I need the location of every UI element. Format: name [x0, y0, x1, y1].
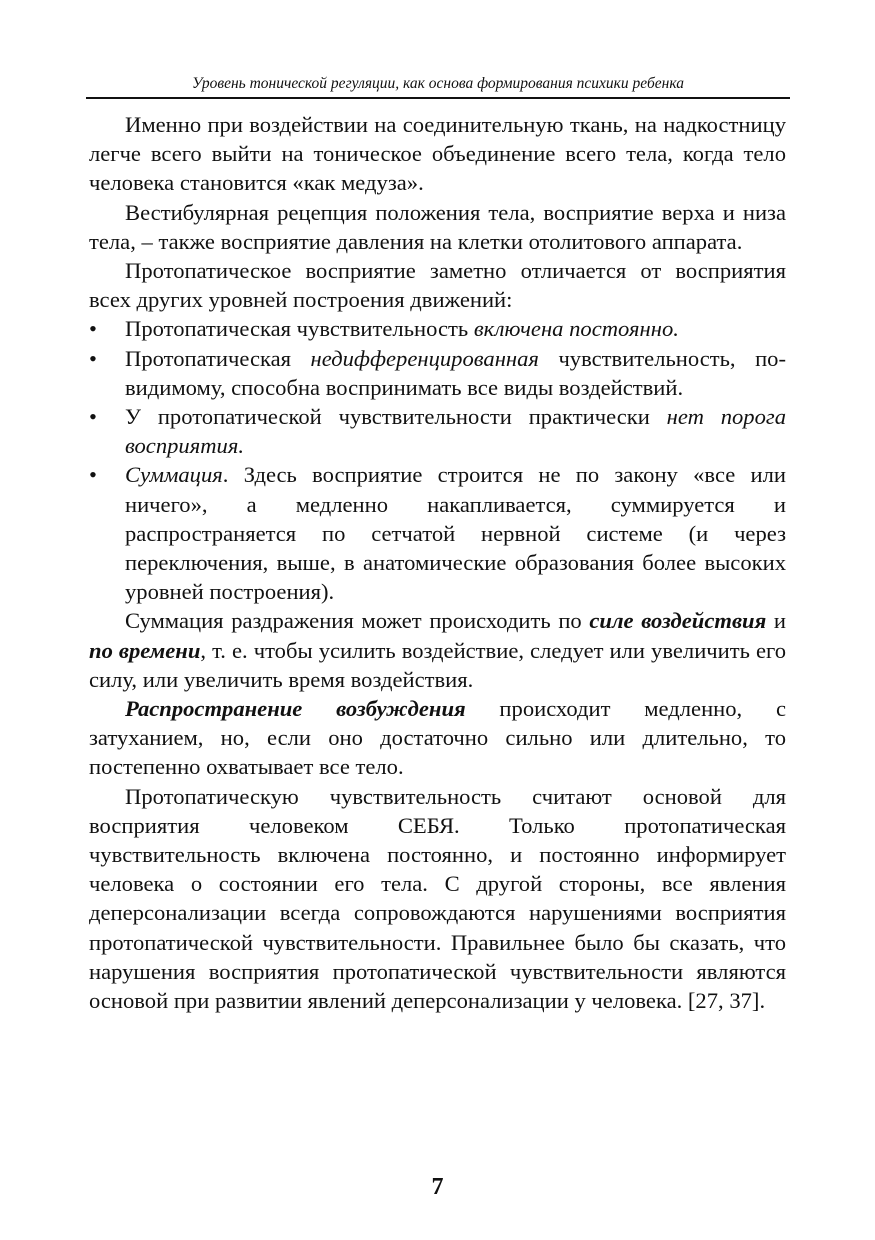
bullet-icon: • — [89, 345, 97, 371]
list-item: • Протопатическая чувствительность включена постоянно. — [89, 314, 786, 343]
bullet-list — [89, 314, 786, 606]
bullet-icon: • — [89, 462, 97, 488]
paragraph-1: Именно при воздействии на соединительную ткань, на надкостницу легче всего выйти на тоническое объединение всего тела, когда тело человека становится «как медуза». — [89, 112, 786, 196]
page-body — [89, 110, 786, 1015]
emphasis: включена постоянно. — [473, 316, 679, 342]
bold-emphasis: по времени — [89, 637, 201, 663]
paragraph-5: Распространение возбуждения происходит медленно, с затуханием, но, если оно достаточно сильно или длительно, то постепенно охватывает все тело. — [89, 696, 786, 780]
bullet-icon: • — [89, 316, 97, 342]
running-header: Уровень тонической регуляции, как основа формирования психики ребенка — [192, 75, 684, 92]
paragraph-2: Вестибулярная рецепция положения тела, восприятие верха и низа тела, – также восприятие давления на клетки отолитового аппарата. — [89, 199, 786, 254]
bold-emphasis: силе воздействия — [589, 608, 767, 634]
paragraph-6: Протопатическую чувствительность считают основой для восприятия человеком СЕБЯ. Только протопатическая чувствительность включена постоянно, и постоянно информирует человека о состоянии его тела. С другой стороны, все явления деперсонализации всегда сопровождаются нарушениями восприятия протопатической чувствительности. Правильнее было бы сказать, что нарушения восприятия протопатической чувствительности являются основой при развитии явлений деперсонализации у человека. [27, 37]. — [89, 783, 786, 1014]
emphasis: недифференцированная — [310, 345, 539, 371]
emphasis: нет порога восприятия. — [125, 404, 786, 459]
header-rule — [86, 97, 790, 99]
emphasis: Суммация — [125, 462, 223, 488]
list-item: • У протопатической чувствительности практически нет порога восприятия. — [89, 404, 786, 459]
bold-emphasis: Распространение возбуждения — [125, 696, 466, 722]
bullet-icon: • — [89, 404, 97, 430]
list-item: • Суммация. Здесь восприятие строится не по закону «все или ничего», а медленно накапливается, суммируется и распространяется по сетчатой нервной системе (и через переключения, выше, в анатомические образования более высоких уровней построения). — [89, 462, 786, 605]
list-item: • Протопатическая недифференцированная чувствительность, по-видимому, способна воспринимать все виды воздействий. — [89, 345, 786, 400]
paragraph-4: Суммация раздражения может происходить по силе воздействия и по времени, т. е. чтобы усилить воздействие, следует или увеличить его силу, или увеличить время воздействия. — [89, 608, 786, 692]
paragraph-3: Протопатическое восприятие заметно отличается от восприятия всех других уровней построения движений: — [89, 258, 786, 313]
page-number: 7 — [431, 1174, 444, 1200]
